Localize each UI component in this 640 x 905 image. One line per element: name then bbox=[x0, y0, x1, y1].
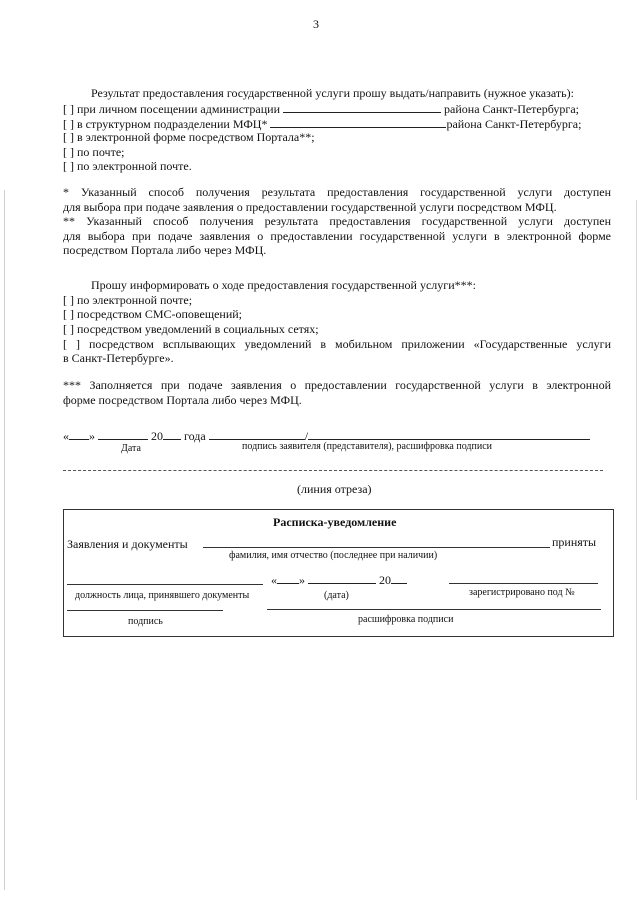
checkbox[interactable]: [ ] bbox=[63, 102, 74, 116]
applicant-signature-caption: подпись заявителя (представителя), расшифровка подписи bbox=[242, 441, 492, 452]
receipt-registered-caption: зарегистрировано под № bbox=[469, 587, 575, 598]
receipt-title: Расписка-уведомление bbox=[273, 515, 397, 529]
checkbox[interactable]: [ ] bbox=[63, 130, 74, 144]
footnote-2-line-2: для выбора при подаче заявления о предоставлении государственной услуги в электронной форме bbox=[63, 229, 611, 243]
footnote-2-line-3: посредством Портала либо через МФЦ. bbox=[63, 243, 267, 257]
date-caption: Дата bbox=[121, 443, 141, 454]
receipt-month-field[interactable] bbox=[308, 572, 376, 584]
receipt-fio-caption: фамилия, имя отчество (последнее при наличии) bbox=[229, 550, 438, 561]
applicant-name-field[interactable] bbox=[308, 428, 590, 440]
receipt-date-caption: (дата) bbox=[324, 590, 349, 601]
footnote-2-line-1: ** Указанный способ получения результата предоставления государственной услуги доступен bbox=[63, 214, 611, 228]
mfc-field[interactable] bbox=[270, 116, 446, 128]
receipt-position-line[interactable] bbox=[67, 584, 263, 585]
result-option-mail[interactable]: [ ] по почте; bbox=[63, 145, 125, 159]
footnote-3-line-1: *** Заполняется при подаче заявления о предоставлении государственной услуги в электронной bbox=[63, 378, 611, 392]
applicant-signature-field[interactable] bbox=[209, 428, 305, 440]
receipt-fio-line[interactable] bbox=[203, 547, 550, 548]
day-field[interactable] bbox=[69, 428, 89, 440]
year-field[interactable] bbox=[163, 428, 181, 440]
inform-option-sms[interactable]: [ ] посредством СМС-оповещений; bbox=[63, 307, 243, 321]
footnote-1-line-2: для выбора при подаче заявления о предоставлении государственной услуги посредством МФЦ. bbox=[63, 200, 557, 214]
receipt-date-field: « » 20 bbox=[271, 572, 407, 587]
receipt-decode-line[interactable] bbox=[267, 609, 601, 610]
footnote-1-line-1: * Указанный способ получения результата предоставления государственной услуги доступен bbox=[63, 185, 611, 199]
inform-option-social[interactable]: [ ] посредством уведомлений в социальных сетях; bbox=[63, 322, 319, 336]
cut-line bbox=[63, 470, 603, 471]
result-option-portal[interactable]: [ ] в электронной форме посредством Портала**; bbox=[63, 130, 315, 144]
checkbox[interactable]: [ ] bbox=[63, 145, 74, 159]
receipt-accepted: приняты bbox=[552, 535, 597, 549]
scan-edge-right bbox=[636, 200, 637, 800]
checkbox[interactable]: [ ] bbox=[63, 117, 74, 131]
receipt-year-field[interactable] bbox=[391, 572, 407, 584]
receipt-signature-line[interactable] bbox=[67, 610, 223, 611]
page-number: 3 bbox=[313, 17, 319, 31]
checkbox[interactable]: [ ] bbox=[63, 159, 74, 173]
scan-edge-left bbox=[4, 190, 5, 890]
signature-row: « » 20 года / bbox=[63, 428, 590, 443]
result-option-mfc[interactable]: [ ] в структурном подразделении МФЦ* района Санкт-Петербурга; bbox=[63, 117, 582, 131]
inform-option-app-line-1[interactable]: [ ] посредством всплывающих уведомлений в мобильном приложении «Государственные услуги bbox=[63, 337, 611, 351]
month-field[interactable] bbox=[98, 428, 148, 440]
receipt-position-caption: должность лица, принявшего документы bbox=[75, 590, 250, 601]
receipt-docs-label: Заявления и документы bbox=[67, 537, 188, 551]
result-intro: Результат предоставления государственной услуги прошу выдать/направить (нужное указать): bbox=[91, 86, 574, 100]
receipt-decode-caption: расшифровка подписи bbox=[358, 614, 454, 625]
result-option-visit[interactable]: [ ] при личном посещении администрации района Санкт-Петербурга; bbox=[63, 102, 579, 116]
administration-field[interactable] bbox=[283, 101, 441, 113]
inform-option-email[interactable]: [ ] по электронной почте; bbox=[63, 293, 193, 307]
cut-line-label: (линия отреза) bbox=[297, 482, 372, 496]
footnote-3-line-2: форме посредством Портала либо через МФЦ. bbox=[63, 393, 302, 407]
receipt-signature-caption: подпись bbox=[128, 616, 163, 627]
inform-intro: Прошу информировать о ходе предоставления государственной услуги***: bbox=[91, 278, 476, 292]
receipt-day-field[interactable] bbox=[277, 572, 299, 584]
receipt-reg-line[interactable] bbox=[449, 583, 598, 584]
inform-option-app-line-2: в Санкт-Петербурге». bbox=[63, 351, 174, 365]
result-option-email[interactable]: [ ] по электронной почте. bbox=[63, 159, 192, 173]
